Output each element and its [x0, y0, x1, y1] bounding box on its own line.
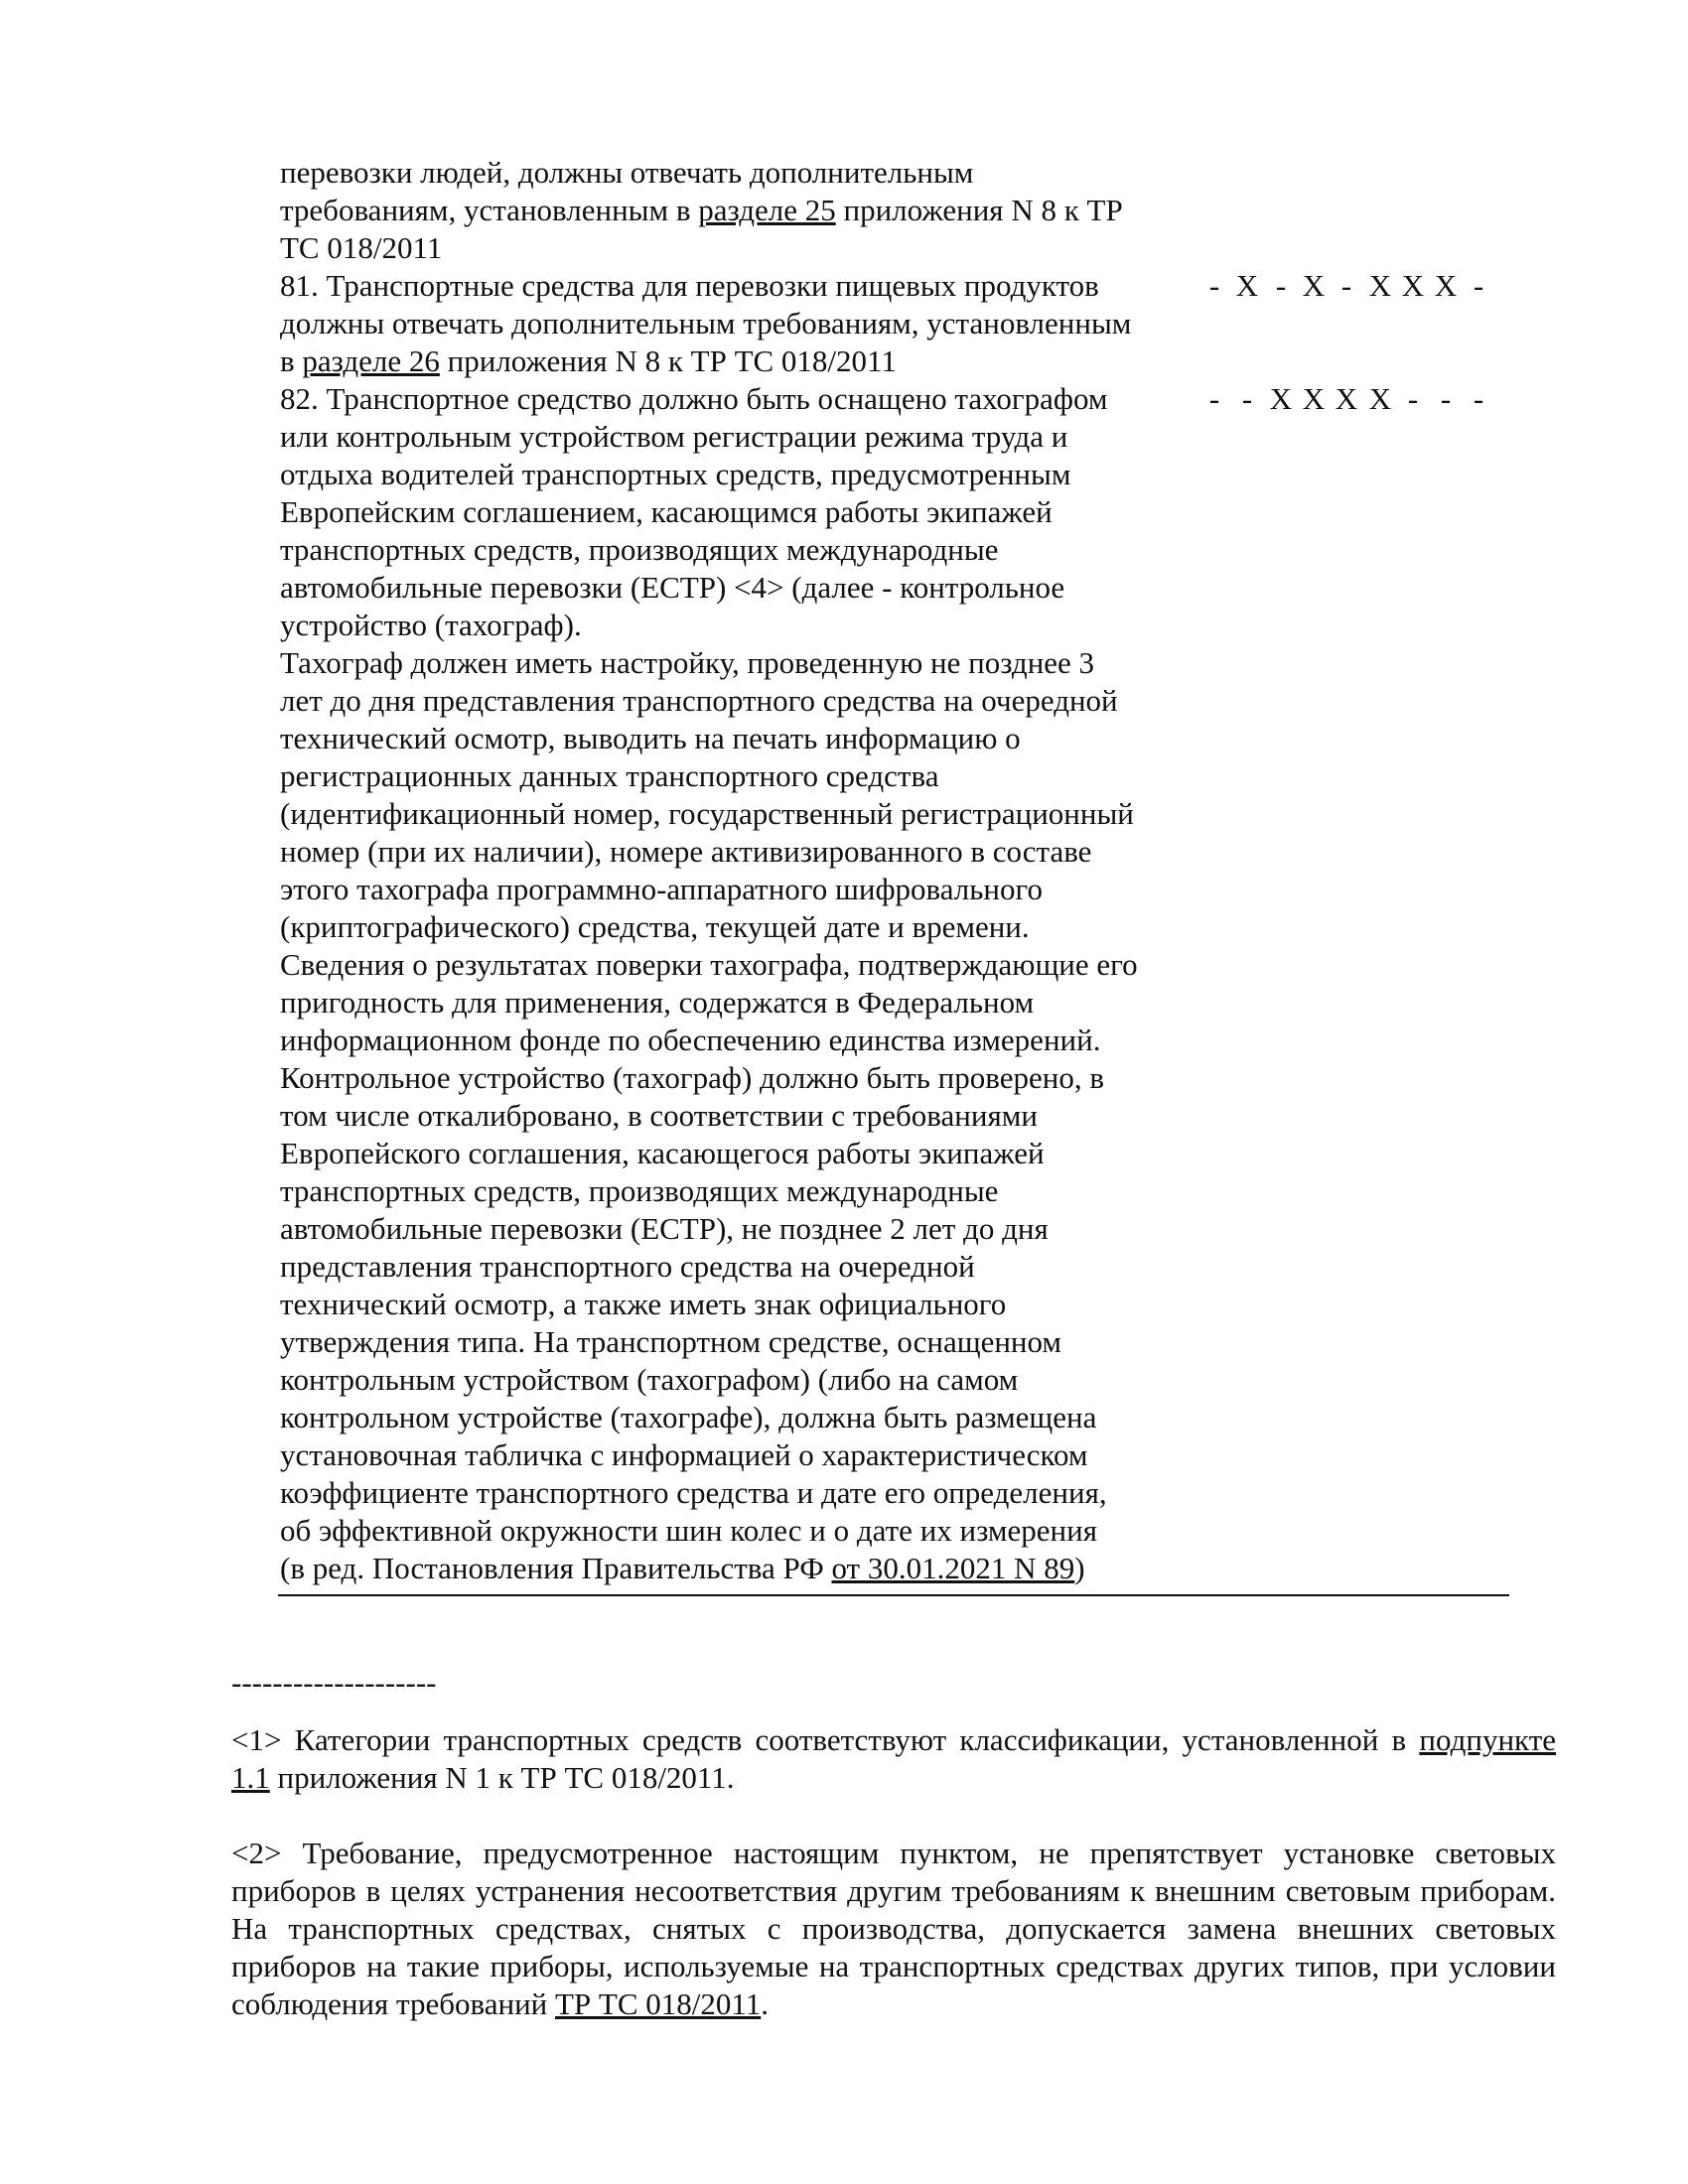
category-mark: X [1302, 268, 1326, 303]
category-mark: - [1440, 381, 1452, 416]
category-mark: - [1208, 381, 1220, 416]
footnote-separator: -------------------- [231, 1665, 437, 1700]
table-text-line: отдыха водителей транспортных средств, предусмотренным [280, 457, 1071, 491]
table-text-line: автомобильные перевозки (ЕСТР) <4> (далее - контрольное [280, 570, 1065, 605]
category-mark: - [1241, 381, 1253, 416]
table-text-line: том числе откалибровано, в соответствии с требованиями [280, 1098, 1038, 1133]
table-text-line: 82. Транспортное средство должно быть оснащено тахографом [280, 381, 1108, 416]
category-mark: - [1473, 381, 1484, 416]
category-mark: X [1368, 268, 1392, 303]
table-text-line: Европейским соглашением, касающимся работы экипажей [280, 494, 1053, 529]
text-span: приложения N 8 к ТР [835, 193, 1123, 227]
table-bottom-rule [278, 1594, 1509, 1596]
table-text-line: Европейского соглашения, касающегося работы экипажей [280, 1136, 1045, 1170]
link-razdel-25[interactable]: разделе 25 [698, 193, 836, 227]
table-text-line: Сведения о результатах поверки тахографа, подтверждающие его [280, 947, 1138, 982]
category-mark: X [1335, 381, 1358, 416]
table-text-line: устройство (тахограф). [280, 608, 582, 642]
table-text-line: Контрольное устройство (тахограф) должно быть проверено, в [280, 1060, 1104, 1095]
text-span: приложения N 1 к ТР ТС 018/2011. [269, 1760, 735, 1795]
table-text-line: представления транспортного средства на очередной [280, 1249, 975, 1284]
table-text-line: Тахограф должен иметь настройку, проведенную не позднее 3 [280, 645, 1095, 680]
table-text-line: 81. Транспортные средства для перевозки пищевых продуктов [280, 268, 1099, 303]
text-span: <1> Категории транспортных средств соответствуют классификации, установленной в [231, 1722, 1420, 1757]
table-text-line: ТС 018/2011 [280, 230, 443, 265]
link-razdel-26[interactable]: разделе 26 [302, 343, 440, 378]
table-text-line: номер (при их наличии), номере активизированного в составе [280, 834, 1092, 869]
table-text-line: утверждения типа. На транспортном средстве, оснащенном [280, 1324, 1062, 1359]
text-span: (в ред. Постановления Правительства РФ [280, 1551, 832, 1585]
table-text-line: установочная табличка с информацией о характеристическом [280, 1437, 1088, 1472]
link-postanovlenie-30-01-2021[interactable]: от 30.01.2021 N 89 [831, 1551, 1075, 1585]
category-mark: X [1302, 381, 1326, 416]
text-span: ) [1074, 1551, 1085, 1585]
table-text-line: транспортных средств, производящих международные [280, 532, 999, 567]
table-text-line: лет до дня представления транспортного средства на очередной [280, 683, 1118, 718]
table-text-line: регистрационных данных транспортного средства [280, 758, 939, 793]
category-mark: X [1401, 268, 1425, 303]
text-span: приложения N 8 к ТР ТС 018/2011 [439, 343, 897, 378]
table-text-line: пригодность для применения, содержатся в Федеральном [280, 985, 1035, 1020]
table-text-line: (криптографического) средства, текущей дате и времени. [280, 909, 1030, 944]
table-text-line: этого тахографа программно-аппаратного шифровального [280, 872, 1043, 906]
category-mark: - [1208, 268, 1220, 303]
text-span: <2> Требование, предусмотренное настоящим пунктом, не препятствует установке световых приборов в целях устранения несоответствия другим требованиям к внешним световым приборам. На транспортных средствах, снятых с производства, допускается замена внешних световых приборов на такие приборы, используемые на транспортных средствах других типов, при условии соблюдения требований [231, 1836, 1556, 2021]
table-text-line: должны отвечать дополнительным требованиям, установленным [280, 306, 1132, 341]
category-mark: X [1235, 268, 1259, 303]
table-text-line: коэффициенте транспортного средства и дате его определения, [280, 1475, 1107, 1510]
table-text-line: или контрольным устройством регистрации режима труда и [280, 419, 1068, 454]
link-podpunkt-1-1[interactable]: подпункте 1.1 [231, 1722, 1556, 1795]
table-text-line: автомобильные перевозки (ЕСТР), не позднее 2 лет до дня [280, 1211, 1049, 1246]
category-mark: - [1340, 268, 1352, 303]
link-tr-ts-018-2011[interactable]: ТР ТС 018/2011 [555, 1986, 762, 2021]
text-span: . [761, 1986, 770, 2021]
table-text-line: транспортных средств, производящих международные [280, 1173, 999, 1208]
table-text-line [280, 342, 897, 380]
table-text-line: технический осмотр, выводить на печать информацию о [280, 721, 1021, 755]
footnote-2 [231, 1835, 1556, 2023]
table-text-line: об эффективной окружности шин колес и о дате их измерения [280, 1513, 1097, 1548]
category-mark: - [1407, 381, 1419, 416]
table-text-line: контрольном устройстве (тахографе), должна быть размещена [280, 1400, 1097, 1434]
category-mark: X [1368, 381, 1392, 416]
text-span: требованиям, установленным в [280, 193, 699, 227]
category-mark: X [1434, 268, 1458, 303]
table-text-line: технический осмотр, а также иметь знак официального [280, 1287, 1007, 1321]
category-mark: - [1473, 268, 1484, 303]
table-text-line: (идентификационный номер, государственный регистрационный [280, 796, 1134, 831]
table-text-line [280, 192, 1123, 229]
table-text-line: контрольным устройством (тахографом) (либо на самом [280, 1362, 1019, 1397]
footnote-1 [231, 1721, 1556, 1797]
table-text-line [280, 1550, 1085, 1587]
table-text-line: информационном фонде по обеспечению единства измерений. [280, 1023, 1101, 1057]
text-span: в [280, 343, 303, 378]
category-mark: X [1269, 381, 1293, 416]
table-text-line: перевозки людей, должны отвечать дополнительным [280, 155, 974, 190]
category-mark: - [1275, 268, 1287, 303]
